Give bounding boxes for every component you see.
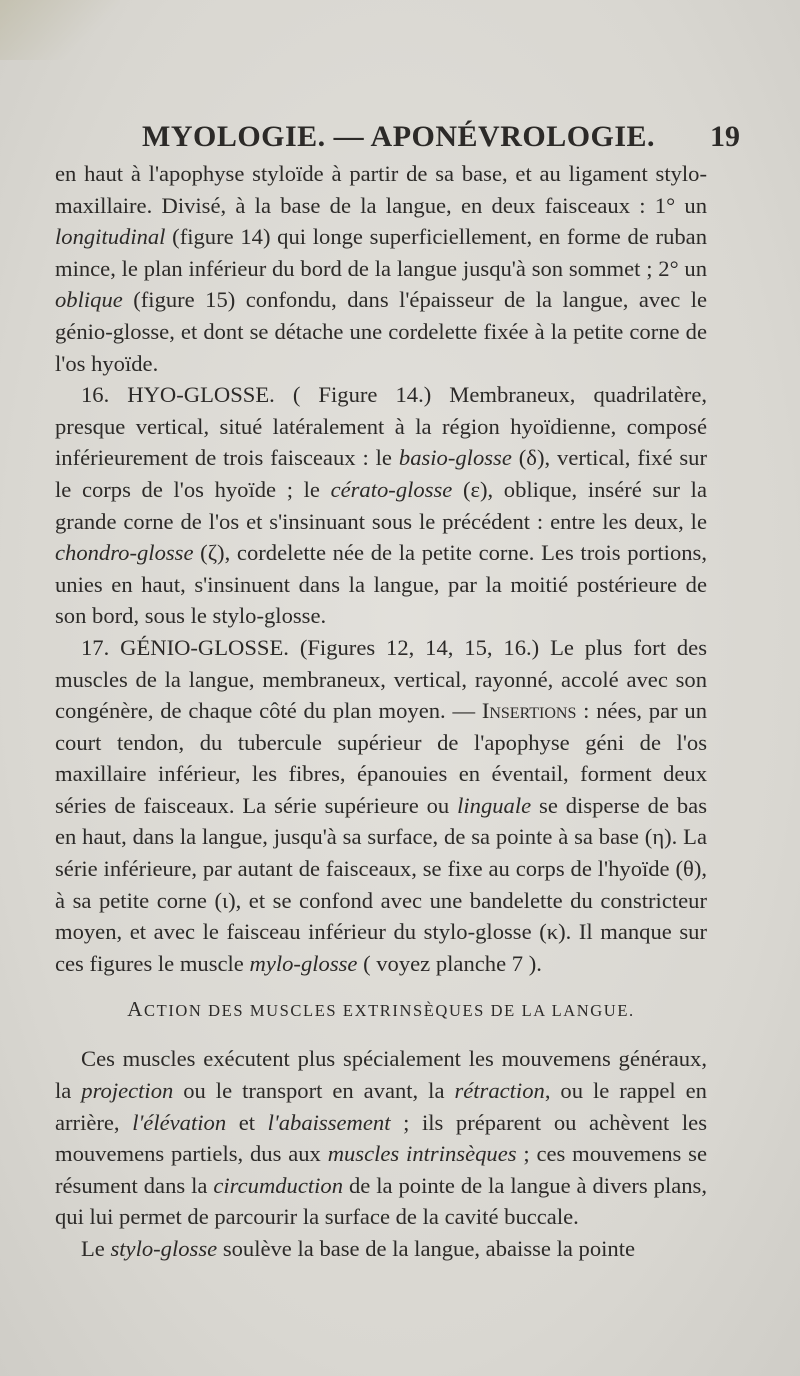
- text-run: ; ces mouvemens se résument dans la: [55, 1141, 707, 1198]
- text-run: ( voyez planche 7 ).: [357, 950, 542, 976]
- text-run: se disperse de bas en haut, dans la langue, jusqu'à sa surface, de sa pointe à sa base (η). La série inférieure, par autant de faisceaux, se fixe au corps de l'hyoïde (θ), à sa petite corne (ι), et se confond avec une bandelette du constricteur moyen, et avec le faisceau inférieur du stylo-glosse (κ). Il manque sur ces figures le muscle: [55, 792, 707, 976]
- italic-term: projection: [81, 1078, 174, 1104]
- page-number: 19: [710, 120, 740, 153]
- text-run: 17. GÉNIO-GLOSSE. (Figures 12, 14, 15, 16.) Le plus fort des muscles de la langue, membraneux, vertical, rayonné, accolé avec son congénère, de chaque côté du plan moyen. —: [55, 634, 707, 724]
- italic-term: muscles intrinsèques: [327, 1141, 517, 1167]
- section-heading-text: CTION DES MUSCLES EXTRINSÈQUES DE LA LANGUE.: [144, 1001, 635, 1021]
- paragraph-genio-glosse: [55, 632, 707, 980]
- italic-term: longitudinal: [55, 224, 166, 250]
- text-run: ou le transport en avant, la: [173, 1078, 455, 1104]
- text-run: (figure 15) confondu, dans l'épaisseur de la langue, avec le génio-glosse, et dont se détache une cordelette fixée à la petite corne de l'os hyoïde.: [55, 287, 707, 376]
- text-run: 16. HYO-GLOSSE. ( Figure 14.) Membraneux, quadrilatère, presque vertical, situé latéralement à la région hyoïdienne, composé inférieurement de trois faisceaux : le: [55, 382, 707, 471]
- text-run: (figure 14) qui longe superficiellement, en forme de ruban mince, le plan inférieur du bord de la langue jusqu'à son sommet ; 2° un: [55, 224, 707, 281]
- text-run: ; ils préparent ou achèvent les mouvemens partiels, dus aux: [55, 1109, 708, 1167]
- paragraph-stylo-glosse: [55, 1233, 707, 1265]
- text-run: Le: [81, 1236, 111, 1261]
- page-header: [60, 120, 740, 154]
- text-run: : nées, par un court tendon, du tubercule supérieur de l'apophyse géni de l'os maxillaire inférieur, les fibres, épanouies en éventail, forment deux séries de faisceaux. La série supérieure ou: [55, 698, 707, 818]
- text-run: , ou le rappel en arrière,: [55, 1078, 707, 1135]
- paragraph-action: [55, 1043, 707, 1233]
- section-heading: [55, 997, 707, 1023]
- text-run: (ε), oblique, inséré sur la grande corne de l'os et s'insinuant sous le précédent : entre les deux, le: [55, 476, 707, 534]
- small-caps-term: Insertions: [481, 698, 577, 724]
- italic-term: oblique: [55, 287, 123, 313]
- italic-term: cérato-glosse: [330, 476, 453, 502]
- italic-term: chondro-glosse: [55, 540, 194, 566]
- body-text: [55, 158, 707, 1265]
- paragraph-hyo-glosse: [55, 379, 707, 632]
- text-run: (δ), vertical, fixé sur le corps de l'os hyoïde ; le: [55, 445, 708, 502]
- italic-term: basio-glosse: [398, 445, 512, 471]
- text-run: Ces muscles exécutent plus spécialement les mouvemens généraux, la: [55, 1046, 707, 1104]
- text-run: de la pointe de la langue à divers plans, qui lui permet de parcourir la surface de la cavité buccale.: [55, 1172, 707, 1230]
- italic-term: linguale: [457, 792, 532, 818]
- italic-term: rétraction: [454, 1078, 545, 1104]
- text-run: et: [226, 1109, 268, 1135]
- page-stain: [0, 0, 120, 60]
- running-head: MYOLOGIE. — APONÉVROLOGIE.: [142, 120, 656, 153]
- italic-term: mylo-glosse: [249, 950, 358, 976]
- text-run: (ζ), cordelette née de la petite corne. Les trois portions, unies en haut, s'insinuent dans la langue, par la moitié postérieure de son bord, sous le stylo-glosse.: [55, 540, 707, 629]
- italic-term: l'abaissement: [267, 1109, 391, 1135]
- text-run: soulève la base de la langue, abaisse la pointe: [217, 1236, 636, 1261]
- italic-term: l'élévation: [132, 1109, 227, 1135]
- section-heading-initial: A: [127, 997, 145, 1022]
- italic-term: circumduction: [213, 1172, 344, 1198]
- paragraph-continuation: [55, 158, 707, 379]
- italic-term: stylo-glosse: [110, 1236, 218, 1261]
- text-run: en haut à l'apophyse styloïde à partir de sa base, et au ligament stylo-maxillaire. Divisé, à la base de la langue, en deux faisceaux : 1° un: [55, 161, 707, 218]
